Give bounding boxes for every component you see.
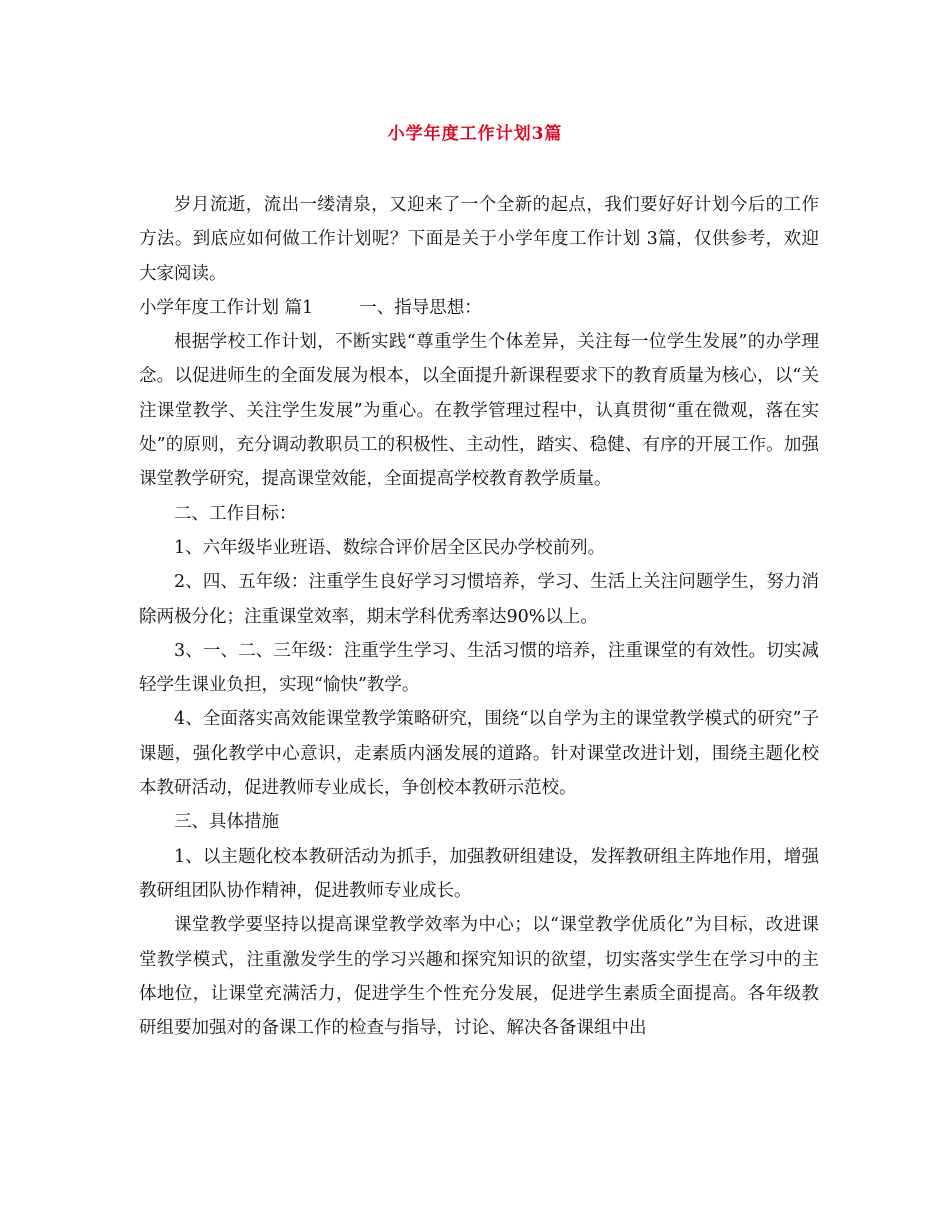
intro-paragraph: 岁月流逝，流出一缕清泉，又迎来了一个全新的起点，我们要好好计划今后的工作方法。到底应如何做工作计划呢？下面是关于小学年度工作计划 3篇，仅供参考，欢迎大家阅读。	[139, 195, 819, 284]
work-goals-heading: 二、工作目标：	[174, 503, 297, 524]
goal-item-2: 2、四、五年级：注重学生良好学习习惯培养，学习、生活上关注问题学生，努力消除两极分化；注重课堂效率，期末学科优秀率达90%以上。	[139, 572, 819, 627]
classroom-teaching-paragraph: 课堂教学要坚持以提高课堂教学效率为中心；以“课堂教学优质化”为目标，改进课堂教学模式，注重激发学生的学习兴趣和探究知识的欲望，切实落实学生在学习中的主体地位，让课堂充满活力，促进学生个性充分发展，促进学生素质全面提高。各年级教研组要加强对的备课工作的检查与指导，讨论、解决各备课组中出	[139, 915, 819, 1039]
goal-item-1: 1、六年级毕业班语、数综合评价居全区民办学校前列。	[174, 537, 606, 558]
section-line	[139, 291, 819, 325]
document-title: 小学年度工作计划3篇	[387, 124, 563, 144]
goal-item-3: 3、一、二、三年级：注重学生学习、生活习惯的培养，注重课堂的有效性。切实减轻学生课业负担，实现“愉快”教学。	[139, 640, 819, 696]
measures-heading: 三、具体措施	[174, 812, 279, 833]
guiding-thought-paragraph: 根据学校工作计划，不断实践“尊重学生个体差异，关注每一位学生发展”的办学理念。以促进师生的全面发展为根本，以全面提升新课程要求下的教育质量为核心，以“关注课堂教学、关注学生发展”为重心。在教学管理过程中，认真贯彻“重在微观，落在实处”的原则，充分调动教职员工的积极性、主动性，踏实、稳健、有序的开展工作。加强课堂教学研究，提高课堂效能，全面提高学校教育教学质量。	[139, 332, 819, 490]
document-body	[139, 188, 819, 1045]
goal-item-4: 4、全面落实高效能课堂教学策略研究，围绕“以自学为主的课堂教学模式的研究”子课题，强化教学中心意识，走素质内涵发展的道路。针对课堂改进计划，围绕主题化校本教研活动，促进教师专业成长，争创校本教研示范校。	[139, 709, 819, 799]
measure-item-1: 1、以主题化校本教研活动为抓手，加强教研组建设，发挥教研组主阵地作用，增强教研组团队协作精神，促进教师专业成长。	[139, 846, 819, 901]
section-heading: 一、指导思想：	[359, 297, 482, 318]
section-label: 小学年度工作计划 篇1	[139, 297, 314, 318]
